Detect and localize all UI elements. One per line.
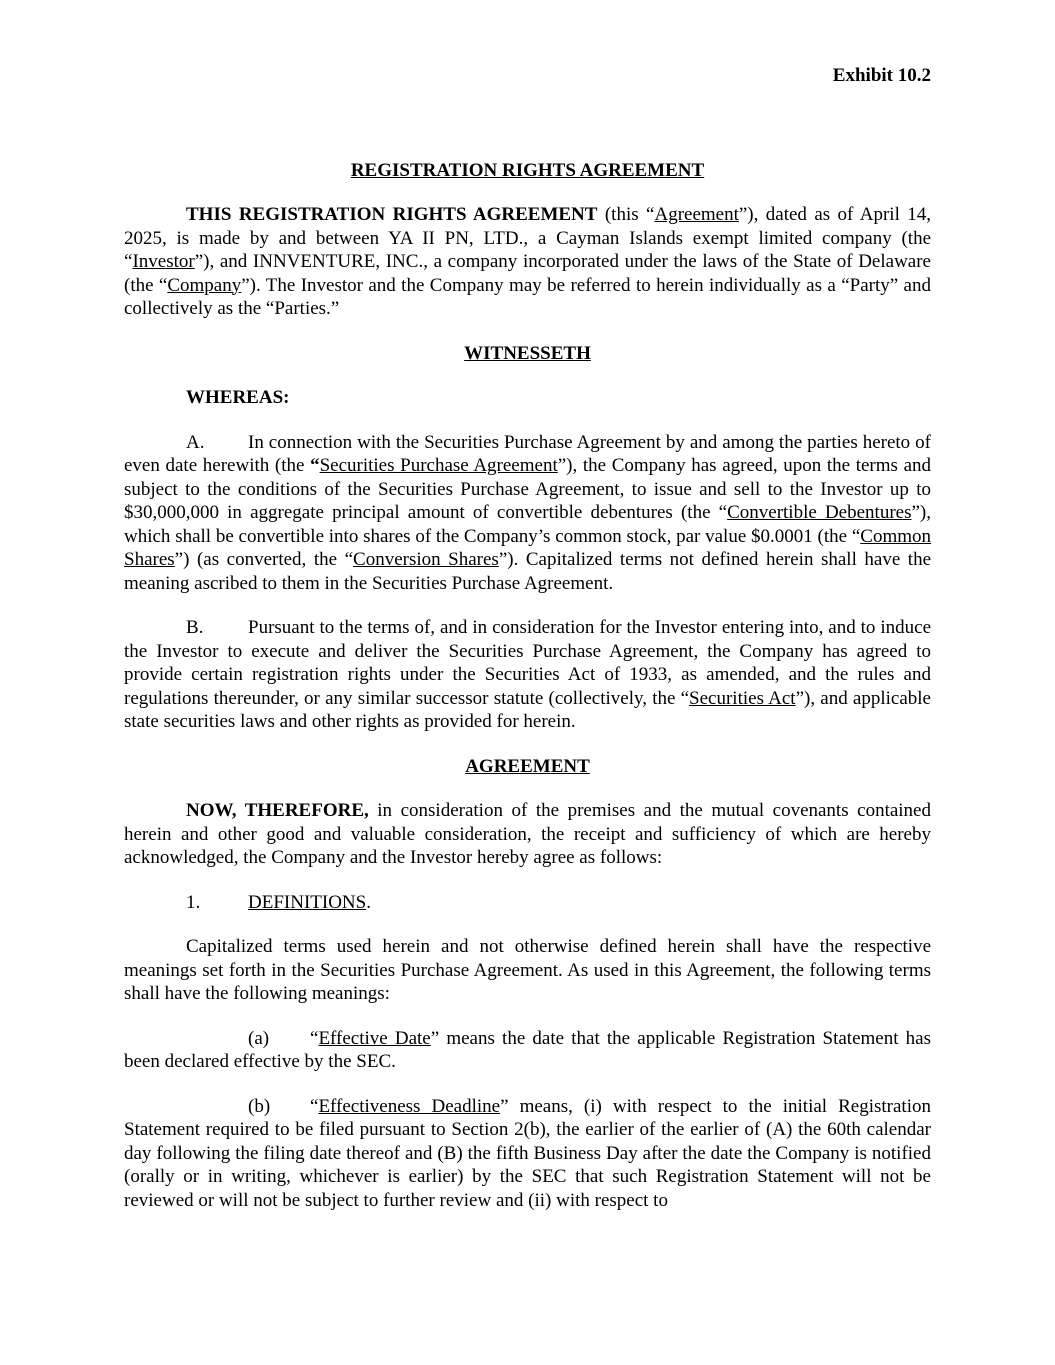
intro-text: ”), and INNVENTURE, INC., a company incorporated under the laws of the State of Delaware (the “ — [124, 251, 931, 296]
section-1-heading — [124, 891, 931, 915]
defined-term-effectiveness-deadline: Effectiveness Deadline — [318, 1095, 501, 1117]
defined-term-securities-act: Securities Act — [689, 687, 796, 709]
exhibit-label: Exhibit 10.2 — [832, 65, 931, 86]
definition-a-quote: “ — [310, 1027, 319, 1049]
intro-text: (this “ — [597, 204, 655, 225]
definition-a — [124, 1027, 931, 1074]
now-therefore-text: in consideration of the premises and the mutual covenants contained herein and other good and valuable consideration, the receipt and sufficiency of which are hereby acknowledged, the Company and the Investor hereby agree as follows: — [124, 800, 931, 868]
recital-a-text: In connection with the Securities Purchase Agreement by and among the parties hereto of even date herewith (the — [124, 431, 931, 476]
defined-term-agreement: Agreement — [654, 204, 739, 225]
agreement-heading: AGREEMENT — [465, 755, 590, 777]
defined-term-company: Company — [167, 274, 242, 296]
recital-b — [124, 616, 931, 734]
recital-b-text: ”), and applicable state securities laws and other rights as provided for herein. — [124, 687, 931, 732]
section-1-title: DEFINITIONS — [248, 891, 367, 913]
defined-term-spa: Securities Purchase Agreement — [319, 455, 558, 476]
definition-a-text: ” means the date that the applicable Registration Statement has been declared effective by the SEC. — [124, 1027, 931, 1072]
defined-term-common-shares: Common Shares — [124, 525, 931, 570]
now-therefore-paragraph — [124, 799, 931, 870]
definition-b-label: (b) — [248, 1095, 271, 1117]
now-therefore-lead: NOW, THEREFORE, — [186, 800, 369, 821]
definition-b-quote: “ — [310, 1095, 319, 1117]
whereas-label — [124, 386, 931, 410]
recital-b-label: B. — [186, 617, 204, 638]
definitions-intro: Capitalized terms used herein and not otherwise defined herein shall have the respective meanings set forth in the Securities Purchase Agreement. As used in this Agreement, the following terms shall have the following meanings: — [124, 936, 931, 1004]
recital-a-text: ”). Capitalized terms not defined herein shall have the meaning ascribed to them in the Securities Purchase Agreement. — [124, 549, 932, 594]
defined-term-investor: Investor — [132, 251, 195, 272]
definition-b — [124, 1095, 931, 1213]
defined-term-convertible-debentures: Convertible Debentures — [727, 502, 912, 523]
section-1-period: . — [366, 891, 371, 913]
recital-a-text: ”), the Company has agreed, upon the terms and subject to the conditions of the Securities Purchase Agreement, to issue and sell to the Investor up to $30,000,000 in aggregate principal amount of convertible debentures (the “ — [124, 455, 932, 523]
recital-a-text: ”) (as converted, the “ — [174, 549, 354, 570]
recital-a-label: A. — [186, 431, 205, 453]
intro-lead: THIS REGISTRATION RIGHTS AGREEMENT — [186, 204, 598, 225]
definition-a-label: (a) — [248, 1027, 270, 1049]
defined-term-conversion-shares: Conversion Shares — [353, 549, 499, 570]
intro-text: ”), dated as of April 14, 2025, is made by and between YA II PN, LTD., a Cayman Islands exempt limited company (the “ — [124, 204, 931, 272]
witnesseth-heading: WITNESSETH — [464, 342, 591, 364]
intro-text: ”). The Investor and the Company may be referred to herein individually as a “Party” and collectively as the “Parties.” — [124, 274, 931, 319]
defined-term-effective-date: Effective Date — [318, 1027, 431, 1049]
recital-a — [124, 431, 931, 596]
section-1-number: 1. — [186, 891, 201, 913]
whereas-text: WHEREAS: — [186, 387, 290, 408]
intro-paragraph — [124, 203, 931, 321]
recital-a-text: ”), which shall be convertible into shares of the Company’s common stock, par value $0.0001 (the “ — [124, 502, 931, 547]
recital-a-quote: “ — [310, 455, 320, 476]
document-title: REGISTRATION RIGHTS AGREEMENT — [350, 159, 705, 181]
definition-b-text: ” means, (i) with respect to the initial Registration Statement required to be filed pursuant to Section 2(b), the earlier of the earlier of (A) the 60th calendar day following the filing date thereof and (B) the fifth Business Day after the date the Company is notified (orally or in writing, whichever is earlier) by the SEC that such Registration Statement will not be reviewed or will not be subject to further review and (ii) with respect to — [124, 1095, 931, 1211]
recital-b-text: Pursuant to the terms of, and in consideration for the Investor entering into, and to induce the Investor to execute and deliver the Securities Purchase Agreement, the Company has agreed to provide certain registration rights under the Securities Act of 1933, as amended, and the rules and regulations thereunder, or any similar successor statute (collectively, the “ — [124, 617, 931, 709]
